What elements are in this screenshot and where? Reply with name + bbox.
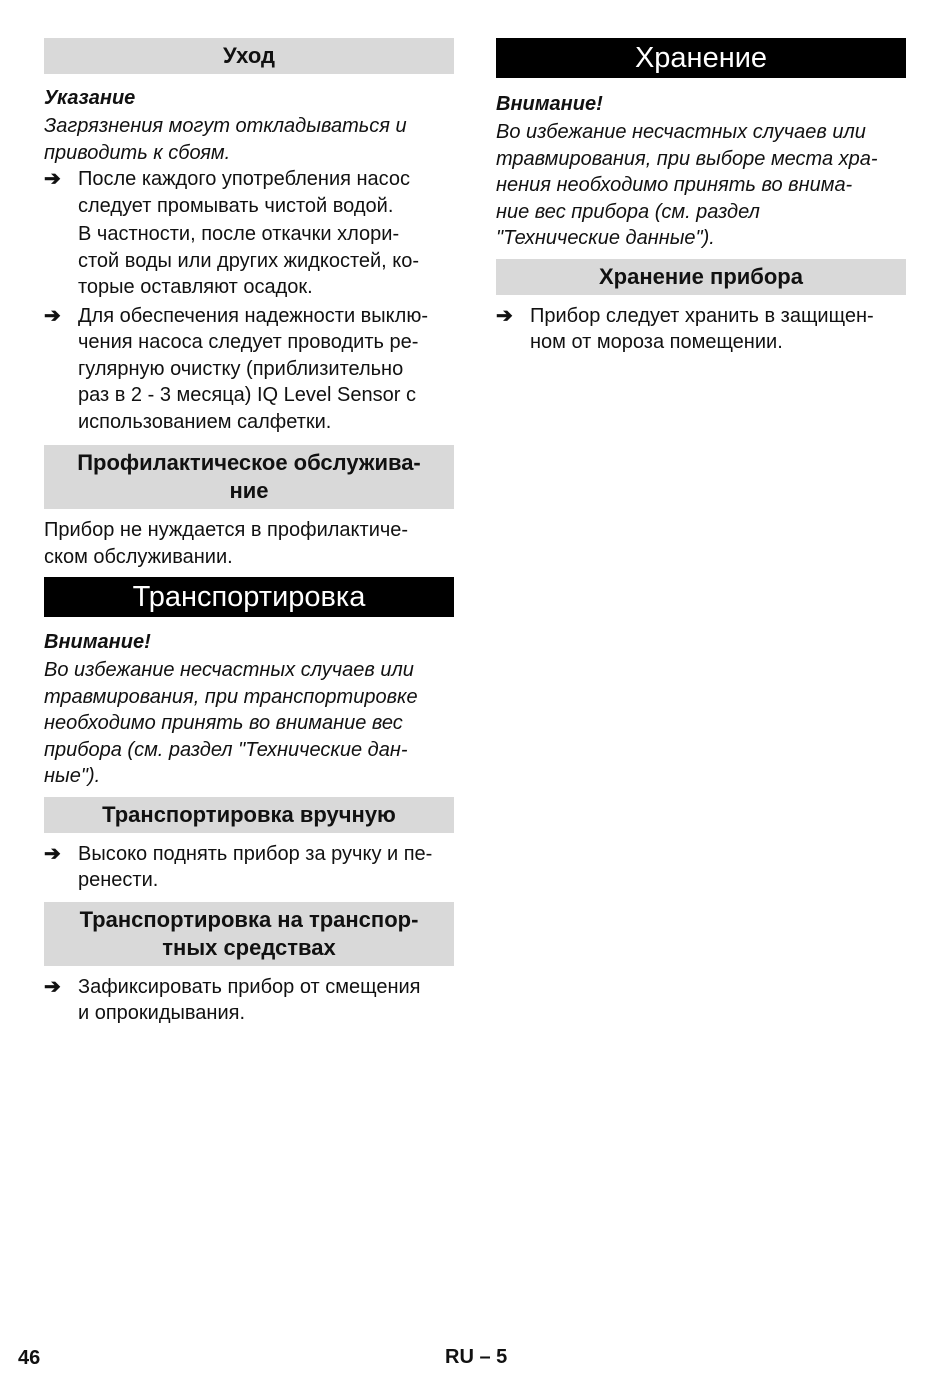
warning-text-line: нения необходимо принять во внима- (496, 174, 853, 196)
bullet-text-line: чения насоса следует проводить ре- (78, 331, 419, 353)
warning-text-line: ные"). (44, 765, 101, 787)
storage-warning-text (496, 119, 906, 252)
note-label: Указание (44, 87, 136, 109)
warning-text-line: травмирования, при транспортировке (44, 685, 418, 708)
heading-line: тных средствах (162, 934, 336, 960)
arrow-right-icon: ➔ (44, 304, 61, 327)
bullet-text-line: В частности, после откачки хлори- (78, 223, 400, 245)
bullet-text-line: Высоко поднять прибор за ручку и пе- (78, 842, 433, 865)
note-text (44, 113, 454, 166)
bullet-text-line: следует промывать чистой водой. (78, 194, 394, 217)
page-number: 46 (18, 1347, 41, 1369)
bullet-text-line: Прибор следует хранить в защищен- (530, 304, 874, 327)
bullet-text-line: Для обеспечения надежности выклю- (78, 304, 428, 327)
manual-transport-heading: Транспортировка вручную (44, 797, 454, 833)
warning-text-line: "Технические данные"). (496, 227, 715, 249)
bullet-text-line: ренести. (78, 869, 159, 891)
arrow-right-icon: ➔ (44, 168, 61, 190)
warning-text-line: Во избежание несчастных случаев или (496, 121, 866, 143)
bullet-text-line: Зафиксировать прибор от смещения (78, 975, 421, 998)
left-column (44, 38, 454, 1027)
warning-text-line: Во избежание несчастных случаев или (44, 659, 414, 681)
bullet-text-line: ном от мороза помещении. (530, 331, 783, 353)
arrow-right-icon: ➔ (44, 975, 61, 998)
storage-warning-label: Внимание! (496, 93, 603, 115)
device-storage-heading: Хранение прибора (496, 259, 906, 295)
transport-heading: Транспортировка (44, 577, 454, 617)
warning-text-line: травмирования, при выборе места хра- (496, 147, 878, 170)
maintenance-text (44, 517, 454, 570)
care-bullet-sensor (44, 303, 454, 436)
vehicle-transport-bullet (44, 974, 454, 1027)
maintenance-heading (44, 445, 454, 509)
vehicle-transport-heading (44, 902, 454, 966)
body-text-line: Прибор не нуждается в профилактиче- (44, 519, 409, 541)
storage-heading: Хранение (496, 38, 906, 78)
arrow-right-icon: ➔ (496, 304, 513, 327)
arrow-right-icon: ➔ (44, 842, 61, 865)
warning-text-line: необходимо принять во внимание вес (44, 712, 403, 734)
care-bullet-rinse (44, 166, 454, 219)
manual-transport-bullet (44, 841, 454, 894)
heading-line: Транспортировка на транспор- (79, 906, 419, 932)
care-heading: Уход (44, 38, 454, 74)
bullet-text-line: раз в 2 - 3 месяца) IQ Level Sensor с (78, 384, 416, 406)
bullet-text-line: После каждого употребления насос (78, 168, 411, 190)
note-text-line: Загрязнения могут откладываться и (44, 115, 407, 137)
bullet-text-line: и опрокидывания. (78, 1002, 246, 1024)
section-page-label: RU – 5 (445, 1346, 508, 1368)
warning-text-line: прибора (см. раздел "Технические дан- (44, 738, 408, 761)
note-text-line: приводить к сбоям. (44, 141, 231, 164)
heading-line: ние (229, 478, 269, 503)
body-text-line: ском обслуживании. (44, 545, 233, 568)
right-column (496, 38, 906, 356)
bullet-text-line: гулярную очистку (приблизительно (78, 357, 404, 380)
care-continuation (44, 221, 454, 301)
warning-text-line: ние вес прибора (см. раздел (496, 200, 760, 223)
bullet-text-line: использованием салфетки. (78, 410, 332, 433)
transport-warning-text (44, 657, 454, 790)
transport-warning-label: Внимание! (44, 631, 151, 653)
device-storage-bullet (496, 303, 906, 356)
bullet-text-line: торые оставляют осадок. (78, 276, 313, 298)
heading-line: Профилактическое обслужива- (77, 450, 421, 475)
bullet-text-line: стой воды или других жидкостей, ко- (78, 249, 420, 272)
